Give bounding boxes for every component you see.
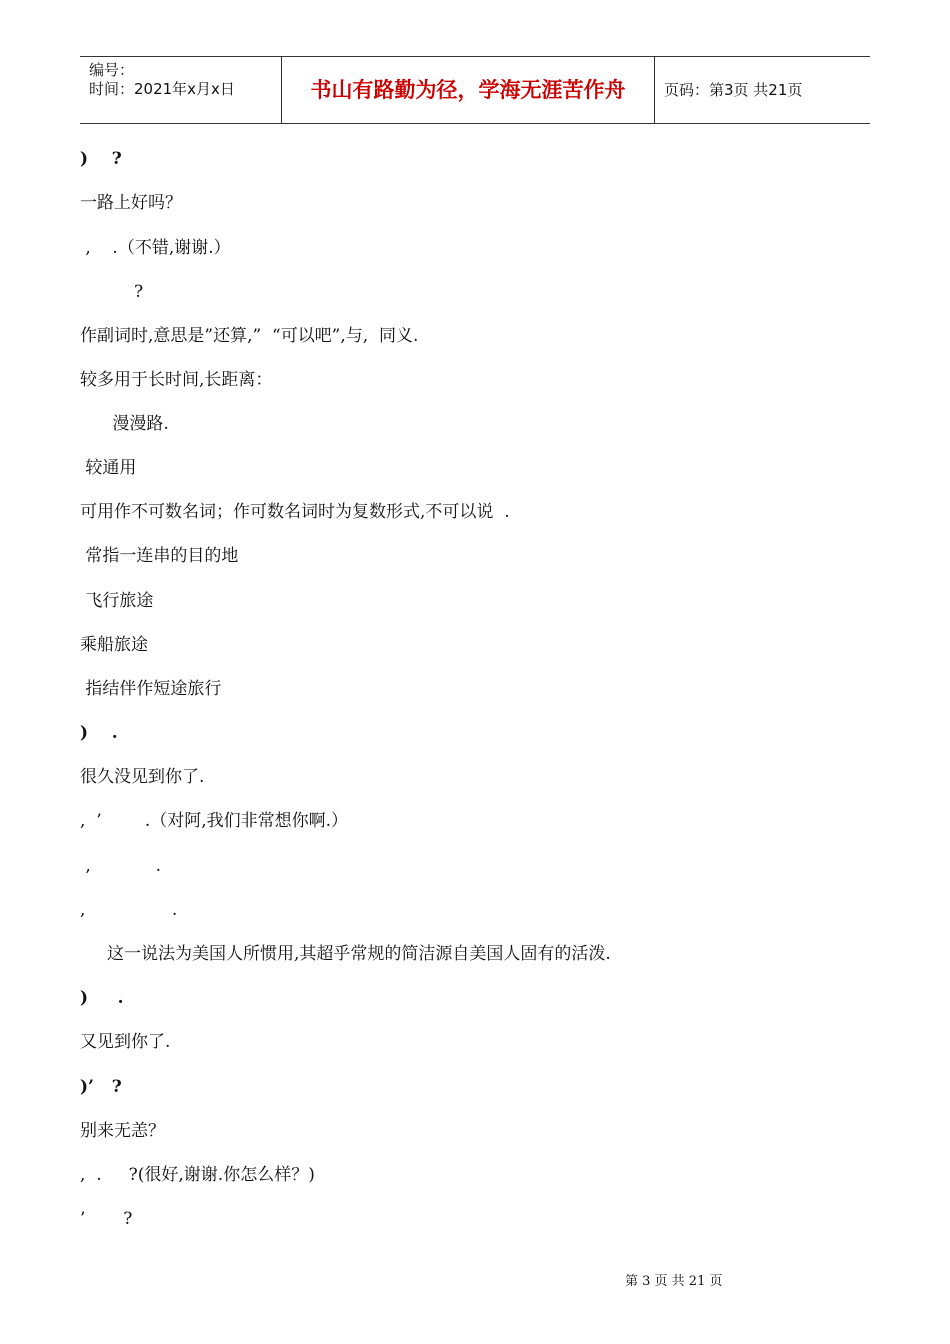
document-header (80, 56, 870, 124)
header-info-cell (80, 57, 282, 123)
page-footer: 第 3 页 共 21 页 (625, 1274, 723, 1289)
header-motto: 书山有路勤为径，学海无涯苦作舟 (282, 57, 655, 123)
text-line: , . (80, 900, 178, 920)
text-line: 一路上好吗？ (80, 193, 182, 213)
document-time-label: 时间：2021年x月x日 (89, 80, 235, 98)
text-line: 较多用于长时间,长距离： (80, 370, 273, 390)
document-number-label: 编号： (89, 61, 135, 79)
text-line: 很久没见到你了. (80, 767, 205, 787)
text-line: , . ?(很好,谢谢.你怎么样？) (80, 1165, 315, 1185)
text-line: 乘船旅途 (80, 635, 148, 655)
text-line: 别来无恙？ (80, 1121, 165, 1141)
text-line: ’ ? (80, 1209, 133, 1229)
text-line: 可用作不可数名词；作可数名词时为复数形式,不可以说 . (80, 502, 510, 522)
text-line: 这一说法为美国人所惯用,其超乎常规的简洁源自美国人固有的活泼. (80, 944, 611, 964)
text-line: 指结伴作短途旅行 (80, 679, 222, 699)
text-line: )’ ? (80, 1077, 122, 1097)
text-line: ) ? (80, 149, 122, 169)
text-line: 较通用 (80, 458, 137, 478)
text-line: , .（不错,谢谢.） (80, 238, 231, 258)
text-line: ? (80, 282, 144, 302)
text-line: ) . (80, 723, 118, 743)
text-line: 飞行旅途 (80, 591, 154, 611)
header-page-info: 页码：第3页 共21页 (664, 81, 803, 99)
text-line: , ’ .（对阿,我们非常想你啊.） (80, 811, 349, 831)
text-line: 常指一连串的目的地 (80, 546, 239, 566)
text-line: ) . (80, 988, 124, 1008)
text-line: 漫漫路. (80, 414, 169, 434)
text-line: 作副词时,意思是”还算,” “可以吧”,与, 同义. (80, 326, 419, 346)
text-line: 又见到你了. (80, 1032, 171, 1052)
text-line: , . (80, 856, 162, 876)
